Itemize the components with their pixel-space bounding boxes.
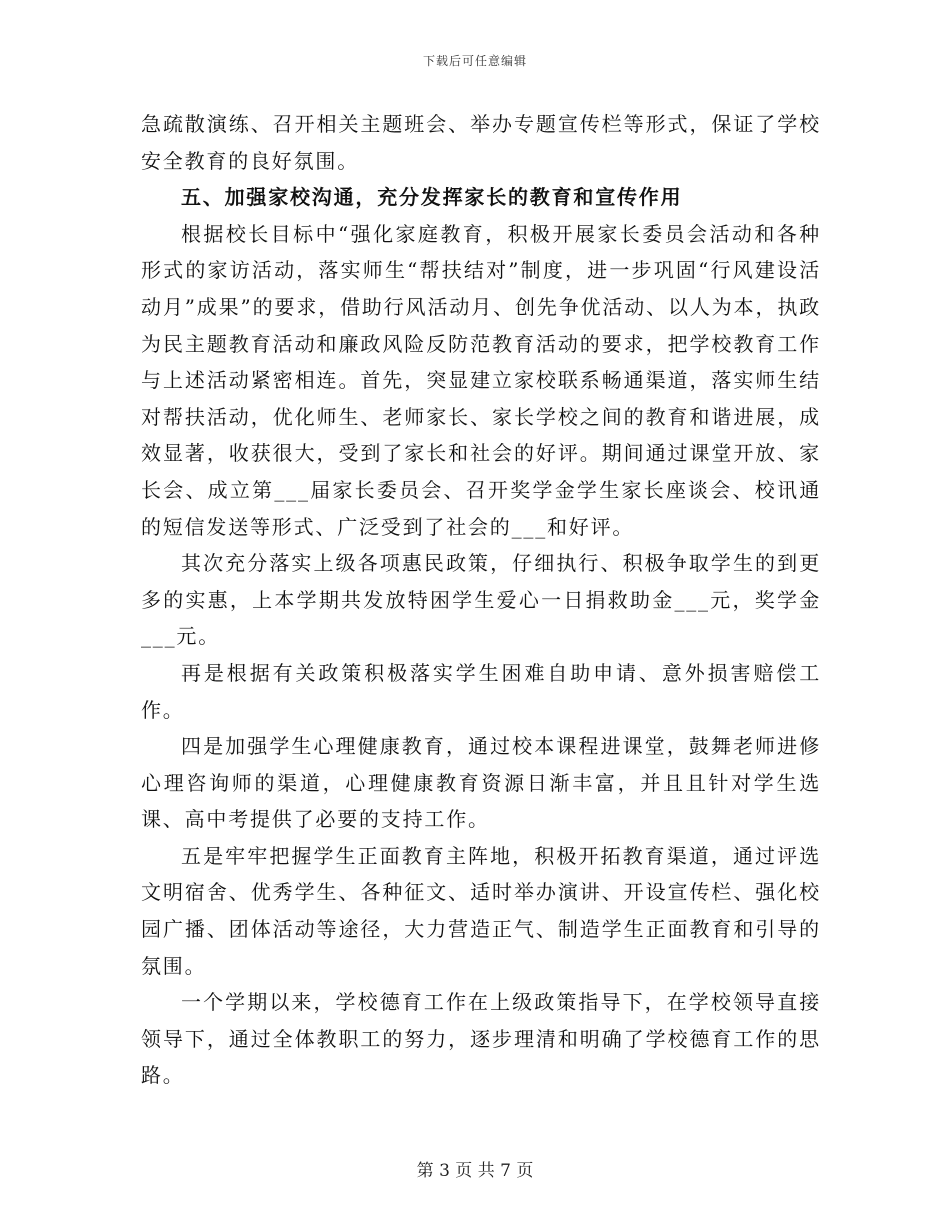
paragraph-positive-education: 五是牢牢把握学生正面教育主阵地，积极开拓教育渠道，通过评选文明宿舍、优秀学生、各种征文、适时举办演讲、开设宣传栏、强化校园广播、团体活动等途径，大力营造正气、制造学生正面教育和引导的氛围。 <box>141 843 821 978</box>
section-heading: 五、加强家校沟通，充分发挥家长的教育和宣传作用 <box>181 185 683 210</box>
paragraph-policy-implementation: 其次充分落实上级各项惠民政策，仔细执行、积极争取学生的到更多的实惠，上本学期共发放特困学生爱心一日捐救助金___元，奖学金___元。 <box>141 551 821 649</box>
paragraph-home-school-communication: 根据校长目标中“强化家庭教育，积极开展家长委员会活动和各种形式的家访活动，落实师生“帮扶结对”制度，进一步巩固“行风建设活动月”成果”的要求，借助行风活动月、创先争优活动、以人为本，执政为民主题教育活动和廉政风险反防范教育活动的要求，把学校教育工作与上述活动紧密相连。首先，突显建立家校联系畅通渠道，落实师生结对帮扶活动，优化师生、老师家长、家长学校之间的教育和谐进展，成效显著，收获很大，受到了家长和社会的好评。期间通过课堂开放、家长会、成立第___届家长委员会、召开奖学金学生家长座谈会、校讯通的短信发送等形式、广泛受到了社会的___和好评。 <box>141 221 821 539</box>
page-number: 第 3 页 共 7 页 <box>416 1161 534 1181</box>
paragraph-mental-health: 四是加强学生心理健康教育，通过校本课程进课堂，鼓舞老师进修心理咨询师的渠道，心理健康教育资源日渐丰富，并且且针对学生选课、高中考提供了必要的支持工作。 <box>141 734 821 832</box>
paragraph-semester-summary: 一个学期以来，学校德育工作在上级政策指导下，在学校领导直接领导下，通过全体教职工的努力，逐步理清和明确了学校德育工作的思路。 <box>141 990 821 1088</box>
document-body <box>141 106 821 1094</box>
paragraph-continuation: 急疏散演练、召开相关主题班会、举办专题宣传栏等形式，保证了学校安全教育的良好氛围。 <box>141 112 821 173</box>
page-header: 下载后可任意编辑 <box>422 54 527 68</box>
paragraph-assistance-application: 再是根据有关政策积极落实学生困难自助申请、意外损害赔偿工作。 <box>141 660 821 722</box>
